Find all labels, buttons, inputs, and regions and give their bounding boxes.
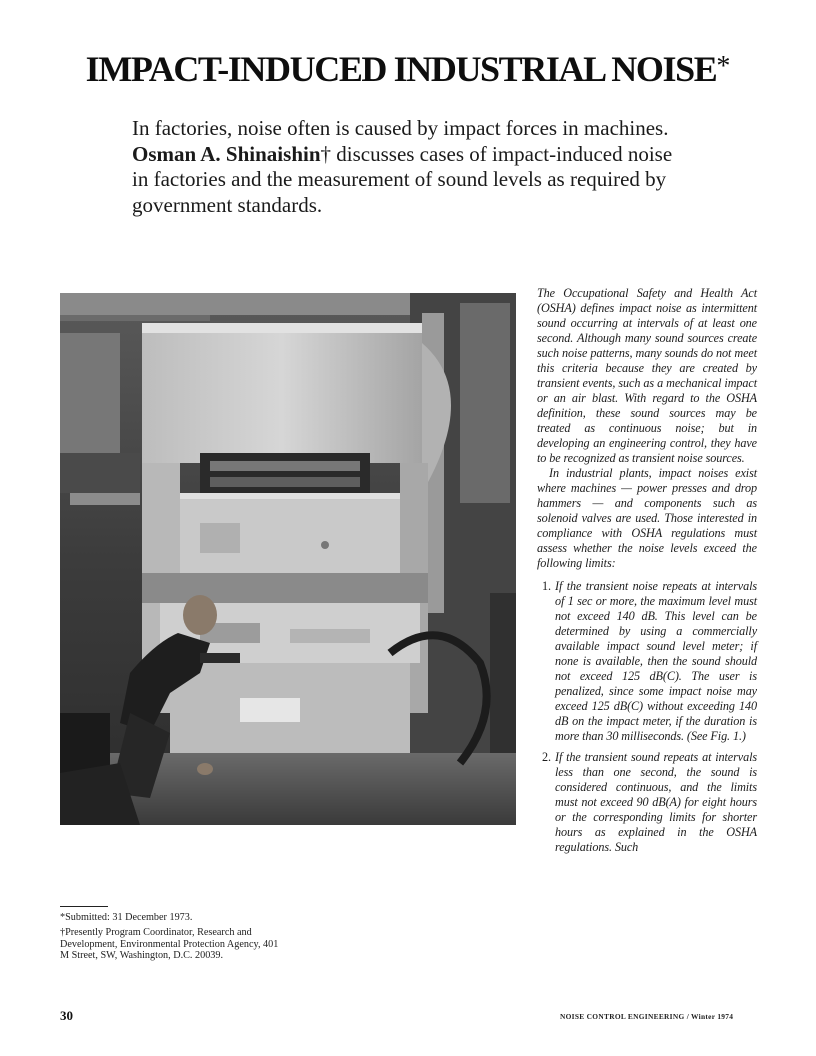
author-name: Osman A. Shinaishin — [132, 141, 321, 166]
article-title — [0, 48, 816, 90]
list-item-text: If the transient noise repeats at intervals of 1 sec or more, the maximum level must not exceed 140 dB. This level can be determined by using a commercially available impact sound level meter; if none is available, then the sound should not exceed 125 dB(C). The user is penalized, since some impact noise may exceed 125 dB(C) without exceeding 140 dB on the impact meter, if the duration is more than 30 milliseconds. (See Fig. 1.) — [555, 579, 757, 743]
body-column — [537, 286, 757, 861]
page-number: 30 — [60, 1008, 73, 1023]
running-footer: NOISE CONTROL ENGINEERING / Winter 1974 — [560, 1012, 734, 1021]
list-item-number: 2. — [542, 750, 551, 764]
list-item-text: If the transient sound repeats at intervals less than one second, the sound is considered continuous, and the limits must not exceed 90 dB(A) for eight hours or the corresponding limits for shorter hours as explained in the OSHA regulations. Such — [555, 750, 757, 854]
body-paragraph-2: In industrial plants, impact noises exist where machines — power presses and drop hammers — and components such as solenoid valves are used. Those interested in compliance with OSHA regulations must assess whether the noise levels exceed the following limits: — [537, 466, 757, 570]
limits-list-item — [537, 750, 757, 855]
article-deck — [132, 116, 692, 218]
title-footnote-mark: * — [716, 51, 731, 82]
footnote-divider — [60, 906, 108, 907]
power-press-photo — [60, 293, 516, 825]
deck-text-after: discusses cases of impact-induced noise in factories and the measurement of sound levels as required by government standards. — [132, 141, 673, 217]
author-footnote-mark: † — [320, 141, 332, 166]
footnote-submitted: *Submitted: 31 December 1973. — [60, 912, 193, 923]
article-title-text: IMPACT-INDUCED INDUSTRIAL NOISE — [85, 49, 717, 89]
footnote-affiliation: †Presently Program Coordinator, Research and Development, Environmental Protection Agency, 401 M Street, SW, Washington, D.C. 20039. — [60, 926, 279, 962]
deck-text-before: In factories, noise often is caused by impact forces in machines. — [132, 116, 669, 140]
body-paragraph-1: The Occupational Safety and Health Act (OSHA) defines impact noise as intermittent sound occurring at intervals of at least one second. Although many sound sources create such noise patterns, many sounds do not meet this criteria because they are created by transient events, such as a mechanical impact or an air blast. With regard to the OSHA definition, these sound sources may be treated as continuous noise; but in developing an engineering control, they have to be recognized as transient noise sources. — [537, 286, 757, 465]
limits-list — [537, 579, 757, 855]
footnotes — [60, 912, 282, 965]
power-press-illustration — [60, 293, 516, 825]
limits-list-item — [537, 579, 757, 744]
list-item-number: 1. — [542, 579, 551, 593]
